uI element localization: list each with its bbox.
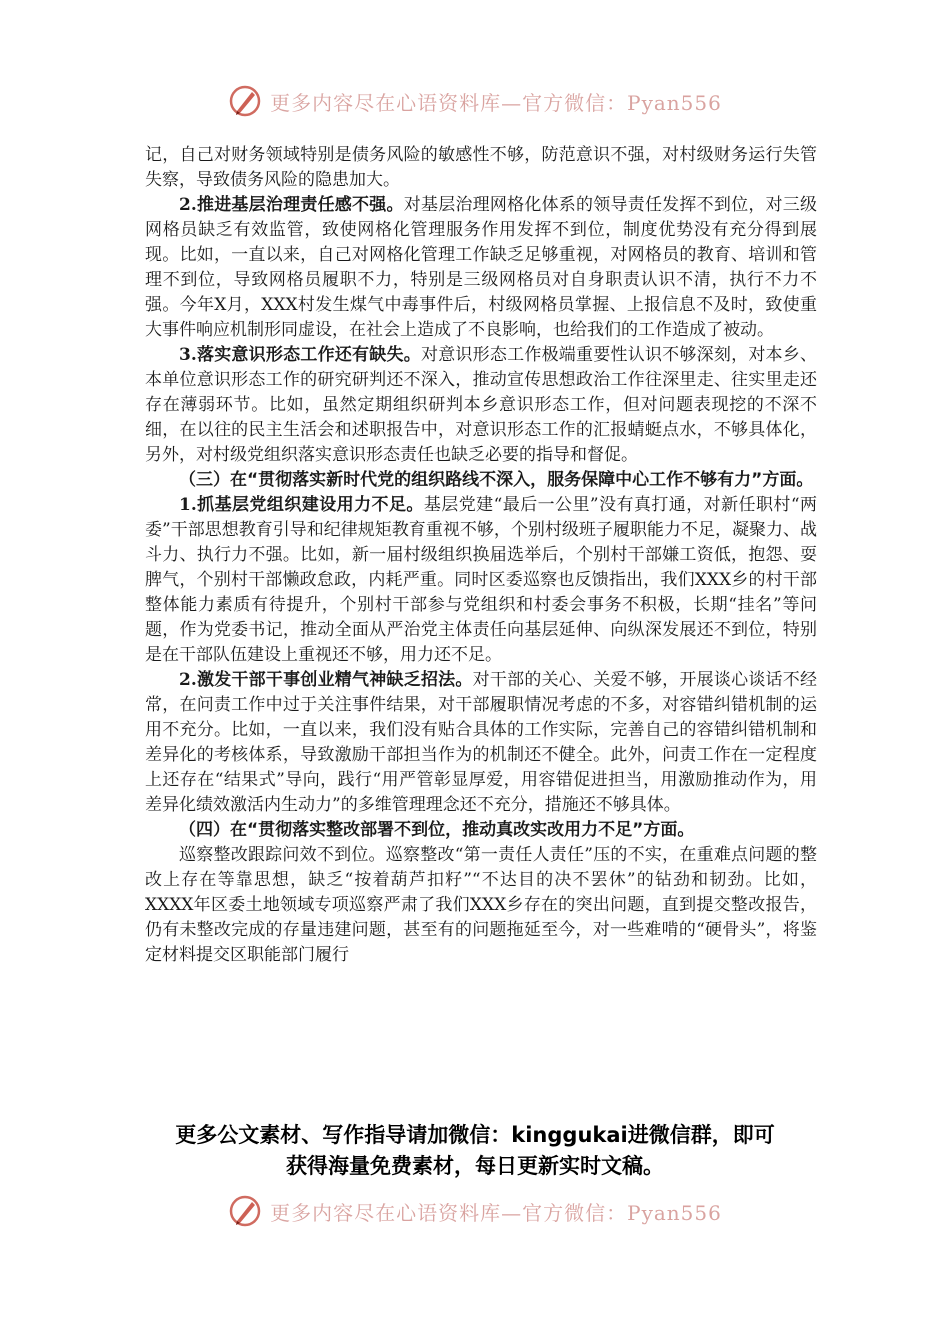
watermark-footer xyxy=(0,1194,950,1228)
section-heading: （四）在“贯彻落实整改部署不到位，推动真改实改用力不足”方面。 xyxy=(179,820,695,840)
paragraph-text: 对意识形态工作极端重要性认识不够深刻，对本乡、本单位意识形态工作的研究研判还不深入，推动宣传思想政治工作往深里走、往实里走还存在薄弱环节。比如，虽然定期组织研判本乡意识形态工作，但对问题表现挖的不深不细，在以往的民主生活会和述职报告中，对意识形态工作的汇报蜻蜓点水，不够具体化，另外，对村级党组织落实意识形态责任也缺乏必要的指导和督促。 xyxy=(145,345,818,465)
paragraph-heading: 2.推进基层治理责任感不强。 xyxy=(179,195,404,215)
watermark-text: 更多内容尽在心语资料库—官方微信：Pyan556 xyxy=(270,1200,722,1225)
section-heading: （三）在“贯彻落实新时代党的组织路线不深入，服务保障中心工作不够有力”方面。 xyxy=(179,470,814,490)
promo-line: 更多公文素材、写作指导请加微信：kinggukai进微信群，即可 xyxy=(175,1123,775,1147)
paragraph-heading: 3.落实意识形态工作还有缺失。 xyxy=(179,345,421,365)
promo-notice xyxy=(0,1120,950,1182)
paragraph-text: 对干部的关心、关爱不够，开展谈心谈话不经常，在问责工作中过于关注事件结果，对干部履职情况考虑的不多，对容错纠错机制的运用不充分。比如，一直以来，我们没有贴合具体的工作实际，完善自己的容错纠错机制和差异化的考核体系，导致激励干部担当作为的机制还不健全。此外，问责工作在一定程度上还存在“结果式”导向，践行“用严管彰显厚爱，用容错促进担当，用激励推动作为，用差异化绩效激活内生动力”的多维管理理念还不充分，措施还不够具体。 xyxy=(145,670,818,815)
paragraph: 记，自己对财务领域特别是债务风险的敏感性不够，防范意识不强，对村级财务运行失管失察，导致债务风险的隐患加大。 xyxy=(145,145,817,190)
paragraph-text: 基层党建“最后一公里”没有真打通，对新任职村“两委”干部思想教育引导和纪律规矩教育重视不够，个别村级班子履职能力不足，凝聚力、战斗力、执行力不强。比如，新一届村级组织换届选举后，个别村干部嫌工资低，抱怨、耍脾气，个别村干部懒政怠政，内耗严重。同时区委巡察也反馈指出，我们XXX乡的村干部整体能力素质有待提升，个别村干部参与党组织和村委会事务不积极，长期“挂名”等问题，作为党委书记，推动全面从严治党主体责任向基层延伸、向纵深发展还不到位，特别是在干部队伍建设上重视还不够，用力还不足。 xyxy=(145,495,817,665)
pen-logo-icon xyxy=(228,84,262,118)
paragraph xyxy=(145,493,817,668)
paragraph: 巡察整改跟踪问效不到位。巡察整改“第一责任人责任”压的不实，在重难点问题的整改上存在等靠思想，缺乏“按着葫芦扣籽”“不达目的决不罢休”的钻劲和韧劲。比如，XXXX年区委土地领域专项巡察严肃了我们XXX乡存在的突出问题，直到提交整改报告，仍有未整改完成的存量违建问题，甚至有的问题拖延至今，对一些难啃的“硬骨头”，将鉴定材料提交区职能部门履行 xyxy=(145,845,817,965)
paragraph-text: 对基层治理网格化体系的领导责任发挥不到位，对三级网格员缺乏有效监管，致使网格化管理服务作用发挥不到位，制度优势没有充分得到展现。比如，一直以来，自己对网格化管理工作缺乏足够重视，对网格员的教育、培训和管理不到位，导致网格员履职不力，特别是三级网格员对自身职责认识不清，执行不力不强。今年X月，XXX村发生煤气中毒事件后，村级网格员掌握、上报信息不及时，致使重大事件响应机制形同虚设，在社会上造成了不良影响，也给我们的工作造成了被动。 xyxy=(145,195,818,340)
paragraph xyxy=(145,668,817,818)
watermark-header xyxy=(0,84,950,118)
promo-line: 获得海量免费素材，每日更新实时文稿。 xyxy=(286,1154,664,1178)
watermark-text: 更多内容尽在心语资料库—官方微信：Pyan556 xyxy=(270,90,722,115)
paragraph xyxy=(145,193,817,343)
document-body xyxy=(145,143,817,968)
paragraph-heading: 1.抓基层党组织建设用力不足。 xyxy=(179,495,424,515)
pen-logo-icon xyxy=(228,1194,262,1228)
paragraph-heading: 2.激发干部干事创业精气神缺乏招法。 xyxy=(179,670,473,690)
paragraph xyxy=(145,343,817,468)
